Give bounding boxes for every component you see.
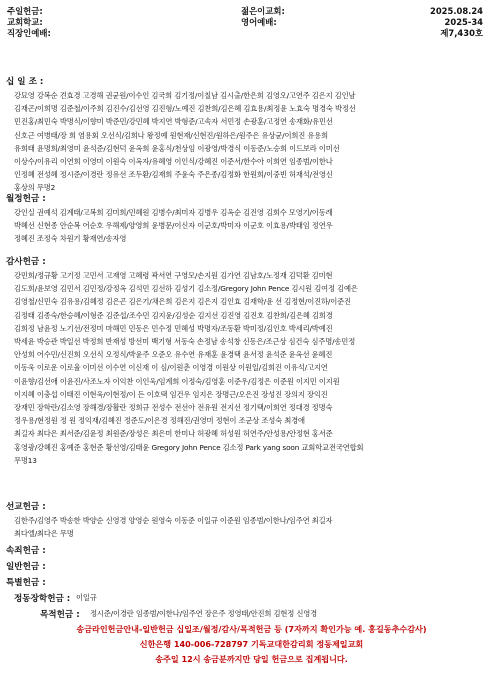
list-line: 김정태 김종숙/한승혜/이형준 김준섭/조수민 김지윤/김성순 김지선 김진영 김진호 김찬희/김은혜 김희경 <box>14 310 333 320</box>
list-line: 정시준/이경란 임종범/이한나/임주연 장은주 정영태/안진희 김현정 신영경 <box>90 609 318 618</box>
sunday-offering-label: 주일헌금: <box>7 6 43 16</box>
list-line: 박세윤 박승관 박일선 박정희 반재성 방선미 백기형 서동숙 손정남 송석창 신동은/조근상 심건숙 심주명/송민정 <box>14 337 356 347</box>
purpose-section-title: 목적헌금 : <box>40 610 80 620</box>
list-line: 홍상의 무명2 <box>14 183 56 193</box>
tithe-name-list <box>14 89 494 195</box>
bulletin-week-number: 2025-34 <box>444 17 483 27</box>
list-line: 장재민 장학란/김소영 장해경/장활란 정희규 전성수 전선아 전유원 전지선 정기택/이희연 정대경 정명숙 <box>14 403 333 413</box>
list-line: 정혜진 조정숙 차원기 황재연/송자영 <box>14 234 127 244</box>
worker-worship-label: 직장인예배: <box>7 28 51 38</box>
list-line: 김희정 남윤정 노기선/전정미 마해민 민동은 민수정 민혜성 박명자/조동환 박미정/김인호 박세리/박예진 <box>14 323 333 333</box>
list-line: 강묘영 강복순 견효경 고경해 권균원/이수인 김국희 김기정/이칠남 김시출/한은희 김영오/고연주 김은지 김인남 <box>14 91 356 100</box>
tithe-section-title: 십 일 조 : <box>6 77 44 87</box>
list-line: 박혜선 신현종 안순복 어순호 우해제/양영희 윤병문/이신자 이군호/박미자 이군호 이효용/박태임 정연우 <box>14 221 333 231</box>
list-line: 신호근 여병태/장 희 염용회 오선식/김희나 왕정예 원현재/신현진/원하은/원주은 유상균/이희진 유용희 <box>14 130 329 140</box>
mission-name-list <box>14 514 494 540</box>
general-section-title: 일반헌금 : <box>6 562 46 572</box>
header-right-values <box>430 6 483 39</box>
thanks-section-title: 감사헌금 : <box>6 257 46 267</box>
special-section-title: 특별헌금 : <box>6 578 46 588</box>
relief-section-title: 속죄헌금 : <box>6 546 46 556</box>
list-line: 이동욱 이로운 이로율 이미선 이수연 이신재 이 심/이원춘 이영경 이원상 이원일/김희진 이유석/고지연 <box>14 363 328 373</box>
scholarship-section-title: 정동장학헌금 : <box>14 594 71 604</box>
list-line: 강인실 권예석 김계태/고복희 김미희/민혜원 김병수/최미자 김병우 김옥순 김진영 김희수 모영기/이동례 <box>14 208 333 217</box>
mission-section-title: 선교헌금 : <box>6 502 46 512</box>
list-line: 인정혜 전성혜 정시준/이경란 정유선 조두환/김재희 주윤숙 주은종/김정화 한원희/이중빈 허재석/전영신 <box>14 170 333 180</box>
list-line: 최길자 최다은 최서준/김윤정 최원준/장성은 최은미 한미나 허광혜 허성원 허연주/안성용/안정현 홍서준 <box>14 429 333 439</box>
english-worship-label: 영어예배: <box>241 17 277 27</box>
list-line: 강민희/정규황 고기정 고민서 고재영 고혜령 곽서연 구영모/손지원 김가연 김남호/노정재 김덕환 김미현 <box>14 271 333 280</box>
list-line: 정우용/현정원 정 원 정익재/김혜진 정준도/이은경 정해진/권영미 정현이 조군상 조성숙 최경애 <box>14 416 305 426</box>
header-center-labels <box>241 6 285 28</box>
list-line: 김한주/김영주 박송한 박양순 신영경 양영순 원영숙 이동준 이일규 이준원 임종범/이한나/임주연 최길자 <box>14 516 333 525</box>
monthly-name-list <box>14 206 494 246</box>
list-line: 무명13 <box>14 455 37 465</box>
list-line: 이지혜 이충섭 이태진 이현욱/이현정/이 든 이호택 임건우 임지은 장명근/오은진 장성진 장의지 장익진 <box>14 389 328 399</box>
list-line: 홍영광/강혜진 홍예준 홍현준 황선영/김태윤 Gregory John Pence 김소정 Park yang soon 교회학교전국연합회 <box>14 442 364 452</box>
purpose-name-list <box>90 607 490 620</box>
list-line: 안성희 어수민/신진희 오선식 오정식/박윤주 오준오 유수연 유재훈 윤경택 윤서정 윤석준 윤옥선 윤혜진 <box>14 350 333 360</box>
list-line: 김재곤/이희명 김준철/이주희 김진수/김선영 김진형/노예진 김찬희/김은혜 김효용/최정윤 노효숙 명경숙 박정선 <box>14 104 356 114</box>
thanks-name-list <box>14 269 494 467</box>
list-line: 김영철/신민숙 김유용/김혜정 김은곤 김은기/채은희 김은지 김은지 김인효 김재학/윤 선 김정현/이진하/이준진 <box>14 297 351 307</box>
list-line: 최다엘/최다은 무명 <box>14 529 74 539</box>
list-line: 김도희/윤보영 김민서 김민정/강정옥 김석민 김선하 김성기 김소정/Gregory John Pence 김시원 김여정 김예은 <box>14 284 358 294</box>
list-line: 유희태 윤명희/최영미 윤석준/김현덕 윤옥희 윤홍식/천상임 이광영/박경식 이동준/노승희 이드보라 이미선 <box>14 143 340 153</box>
bulletin-date: 2025.08.24 <box>430 6 483 16</box>
header-left-labels <box>7 6 51 39</box>
bulletin-issue-number: 제7,430호 <box>440 28 483 38</box>
scholarship-name-list <box>76 591 376 604</box>
list-line: 민진홍/최민숙 박명식/이향미 박준민/강민혜 박지연 박형준/고속자 서민정 손광훈/고정연 송재화/유민선 <box>14 117 333 127</box>
list-line: 이일규 <box>76 593 97 602</box>
cutoff-time-notice: 송주일 12시 송금분까지만 당일 헌금으로 집계됩니다. <box>155 654 348 664</box>
church-school-label: 교회학교: <box>7 17 43 27</box>
list-line: 이상수/이유리 이연희 이영미 이원숙 이옥자/유혜영 이인식/강혜진 이준서/한수아 이희연 임종범/이한나 <box>14 157 333 167</box>
bank-account-info: 신한은행 140-006-728797 기독교대한감리회 정동제일교회 <box>139 639 364 649</box>
monthly-section-title: 월정헌금 : <box>6 194 46 204</box>
online-offering-notice: 송금라인헌금안내-일반헌금 십일조/월정/감사/목적헌금 등 (7자까지 확인가능 예. 홍길동추수감사) <box>76 624 427 634</box>
young-church-label: 젊은이교회: <box>241 6 285 16</box>
list-line: 이윤향/김선애 이윤진/사조노자 이익찬 이인욱/임계희 이정숙/김영훈 이준우/김정은 이준원 이지민 이지원 <box>14 376 340 386</box>
